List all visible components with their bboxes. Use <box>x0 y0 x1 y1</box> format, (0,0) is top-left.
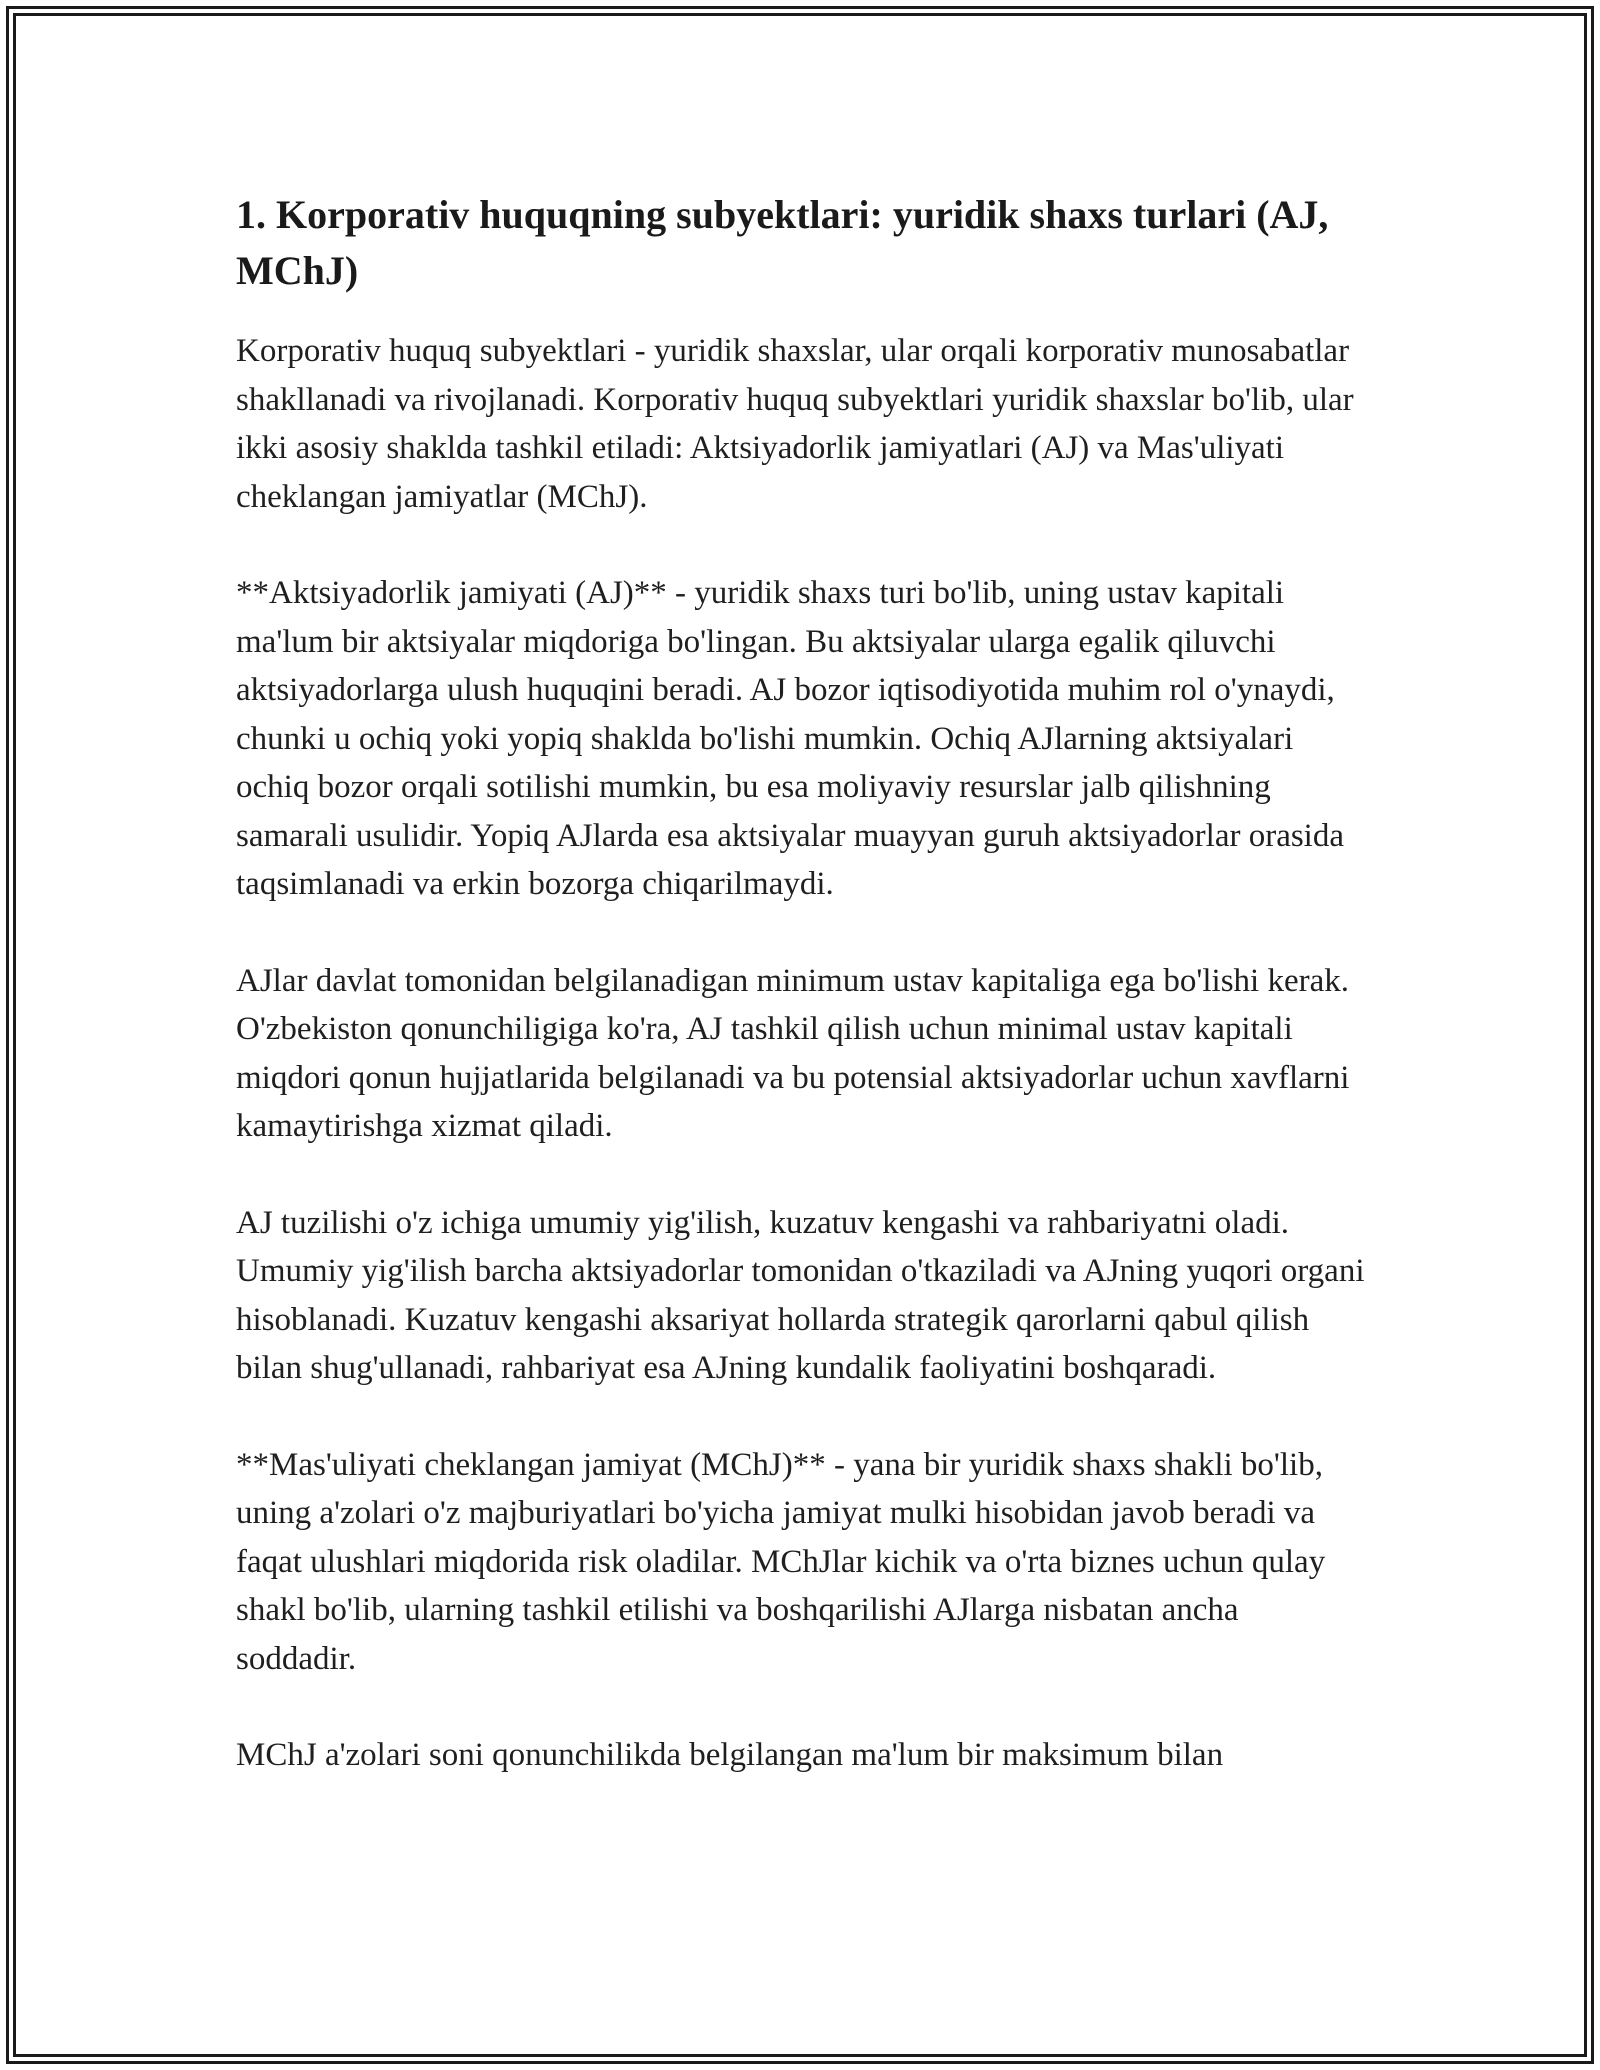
paragraph-aj-capital: AJlar davlat tomonidan belgilanadigan minimum ustav kapitaliga ega bo'lishi kerak. O'zbekiston qonunchiligiga ko'ra, AJ tashkil qilish uchun minimal ustav kapitali miqdori qonun hujjatlarida belgilanadi va bu potensial aktsiyadorlar uchun xavflarni kamaytirishga xizmat qiladi. <box>236 962 1350 1144</box>
paragraph-intro: Korporativ huquq subyektlari - yuridik shaxslar, ular orqali korporativ munosabatlar shakllanadi va rivojlanadi. Korporativ huquq subyektlari yuridik shaxslar bo'lib, ular ikki asosiy shaklda tashkil etiladi: Aktsiyadorlik jamiyatlari (AJ) va Mas'uliyati cheklangan jamiyatlar (MChJ). <box>236 333 1354 515</box>
paragraph-aj-structure: AJ tuzilishi o'z ichiga umumiy yig'ilish, kuzatuv kengashi va rahbariyatni oladi. Umumiy yig'ilish barcha aktsiyadorlar tomonidan o'tkaziladi va AJning yuqori organi hisoblanadi. Kuzatuv kengashi aksariyat hollarda strategik qarorlarni qabul qilish bilan shug'ullanadi, rahbariyat esa AJning kundalik faoliyatini boshqaradi. <box>236 1204 1365 1386</box>
document-title: 1. Korporativ huquqning subyektlari: yuridik shaxs turlari (AJ, MChJ) <box>236 192 1329 293</box>
document-page <box>236 187 1366 1780</box>
paragraph-aj-definition: **Aktsiyadorlik jamiyati (AJ)** - yuridik shaxs turi bo'lib, uning ustav kapitali ma'lum bir aktsiyalar miqdoriga bo'lingan. Bu aktsiyalar ularga egalik qiluvchi aktsiyadorlarga ulush huquqini beradi. AJ bozor iqtisodiyotida muhim rol o'ynaydi, chunki u ochiq yoki yopiq shaklda bo'lishi mumkin. Ochiq AJlarning aktsiyalari ochiq bozor orqali sotilishi mumkin, bu esa moliyaviy resurslar jalb qilishning samarali usulidir. Yopiq AJlarda esa aktsiyalar muayyan guruh aktsiyadorlar orasida taqsimlanadi va erkin bozorga chiqarilmaydi. <box>236 575 1344 902</box>
paragraph-mchj-members: MChJ a'zolari soni qonunchilikda belgilangan ma'lum bir maksimum bilan <box>236 1737 1224 1773</box>
paragraph-mchj-definition: **Mas'uliyati cheklangan jamiyat (MChJ)** - yana bir yuridik shaxs shakli bo'lib, uning a'zolari o'z majburiyatlari bo'yicha jamiyat mulki hisobidan javob beradi va faqat ulushlari miqdorida risk oladilar. MChJlar kichik va o'rta biznes uchun qulay shakl bo'lib, ularning tashkil etilishi va boshqarilishi AJlarga nisbatan ancha soddadir. <box>236 1446 1326 1677</box>
